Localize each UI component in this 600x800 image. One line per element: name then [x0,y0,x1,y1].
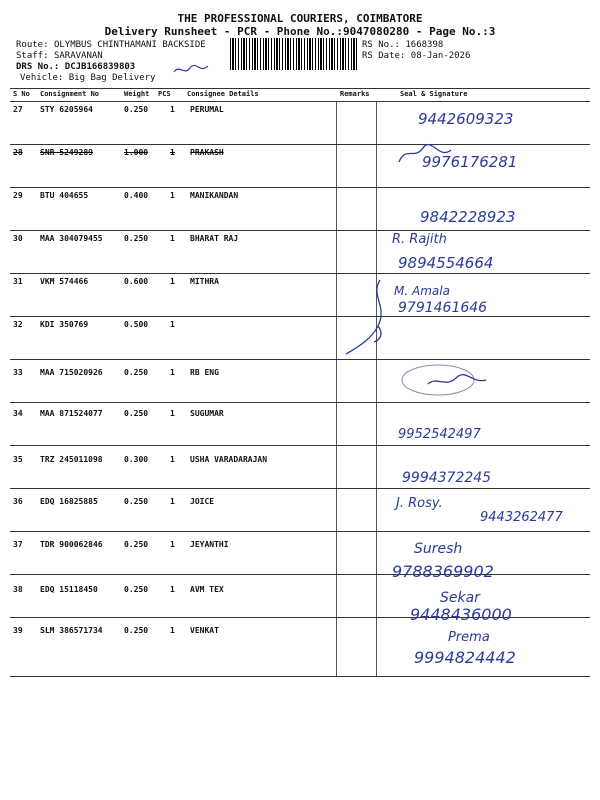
row-pcs: 1 [170,497,175,506]
route-label: Route: [16,40,49,50]
drs-line [16,62,135,72]
company-title: THE PROFESSIONAL COURIERS, COIMBATORE [177,12,423,25]
row-weight: 0.250 [124,585,149,594]
row-rule [10,316,590,317]
row-weight: 0.250 [124,497,149,506]
row-pcs: 1 [170,455,175,464]
signature-30-name: R. Rajith [392,232,447,247]
row-pcs: 1 [170,409,175,418]
row-consignment: TDR 900062846 [40,540,103,549]
row-consignment: MAA 715020926 [40,368,103,377]
row-consignee: AVM TEX [190,585,224,594]
row-consignment: TRZ 245011098 [40,455,103,464]
row-pcs: 1 [170,540,175,549]
bracket-scribble [340,276,400,361]
staff-value: SARAVANAN [53,51,103,61]
signature-37-name: Suresh [414,541,463,557]
row-consignment: VKM 574466 [40,277,89,286]
row-sno: 37 [13,540,23,549]
row-rule [10,230,590,231]
barcode [230,38,358,70]
row-weight: 1.000 [124,148,149,157]
row-weight: 0.250 [124,105,149,114]
scribble-28 [395,140,455,170]
runsheet-title: Delivery Runsheet - PCR - Phone No.:9047080280 - Page No.:3 [104,25,496,38]
row-rule [10,488,590,489]
row-sno: 33 [13,368,23,377]
row-rule [10,445,590,446]
row-weight: 0.500 [124,320,149,329]
signature-29: 9842228923 [420,208,516,226]
row-sno: 38 [13,585,23,594]
row-consignee: SUGUMAR [190,409,224,418]
row-rule [10,187,590,188]
row-consignee: VENKAT [190,626,219,635]
row-rule [10,144,590,145]
row-weight: 0.400 [124,191,149,200]
row-consignee: PRAKASH [190,148,224,157]
row-pcs: 1 [170,585,175,594]
signature-38-phone: 9448436000 [410,605,512,624]
drs-value: DCJB166839803 [64,62,136,72]
row-pcs: 1 [170,234,175,243]
vehicle-value: Big Bag Delivery [68,73,156,83]
signature-38-name: Sekar [440,590,480,606]
signature-39-name: Prema [448,630,490,645]
row-consignee: PERUMAL [190,105,224,114]
row-pcs: 1 [170,368,175,377]
stamp-seal [398,362,498,400]
row-sno: 31 [13,277,23,286]
row-rule [10,402,590,403]
signature-28: 9976176281 [422,153,518,171]
signature-37-phone: 9788369902 [392,562,494,581]
signature-27: 9442609323 [418,110,514,128]
row-pcs: 1 [170,148,175,157]
row-weight: 0.250 [124,626,149,635]
table-bottom-rule [10,676,590,677]
row-pcs: 1 [170,105,175,114]
row-sno: 27 [13,105,23,114]
col-consignee: Consignee Details [187,90,259,98]
header-bottom-rule [10,101,590,102]
signature-39-phone: 9994824442 [414,648,516,667]
signature-36-phone: 9443262477 [480,510,563,525]
row-sno: 28 [13,148,23,157]
row-rule [10,531,590,532]
table-top-rule [10,88,590,89]
drs-label: DRS No.: [16,62,60,72]
staff-label: Staff: [16,51,49,61]
row-consignment: BTU 404655 [40,191,89,200]
row-weight: 0.600 [124,277,149,286]
col-sno: S No [13,90,30,98]
rs-date-value: 08-Jan-2026 [410,51,471,61]
signature-31-name: M. Amala [394,284,450,298]
row-consignment: STY 6205964 [40,105,93,114]
row-consignment: KDI 350769 [40,320,89,329]
vehicle-label: Vehicle: [20,73,64,83]
row-sno: 30 [13,234,23,243]
rs-no-line [362,40,443,50]
scribble-mark [172,60,212,80]
signature-30-phone: 9894554664 [398,254,494,272]
col-remarks: Remarks [340,90,370,98]
row-weight: 0.250 [124,409,149,418]
rs-no-value: 1668398 [405,40,444,50]
row-consignment: SNR 5249289 [40,148,93,157]
row-sno: 36 [13,497,23,506]
row-weight: 0.250 [124,540,149,549]
row-sno: 29 [13,191,23,200]
row-consignee: BHARAT RAJ [190,234,239,243]
staff-line [16,51,103,61]
row-sno: 32 [13,320,23,329]
row-consignee: JOICE [190,497,215,506]
col-pcs: PCS [158,90,171,98]
row-pcs: 1 [170,320,175,329]
row-consignee: RB ENG [190,368,219,377]
rs-date-line [362,51,470,61]
row-sno: 39 [13,626,23,635]
row-consignment: MAA 871524077 [40,409,103,418]
row-consignment: EDQ 15118450 [40,585,98,594]
row-rule [10,359,590,360]
rs-no-label: RS No.: [362,40,400,50]
row-consignee: JEYANTHI [190,540,229,549]
row-consignee: USHA VARADARAJAN [190,455,268,464]
row-rule [10,574,590,575]
route-line [16,40,206,50]
rs-date-label: RS Date: [362,51,406,61]
signature-34: 9952542497 [398,427,481,442]
row-rule [10,273,590,274]
row-sno: 35 [13,455,23,464]
row-consignee: MITHRA [190,277,219,286]
row-consignee: MANIKANDAN [190,191,239,200]
row-weight: 0.300 [124,455,149,464]
route-value: OLYMBUS CHINTHAMANI BACKSIDE [53,40,206,50]
row-pcs: 1 [170,277,175,286]
row-pcs: 1 [170,626,175,635]
col-weight: Weight [124,90,150,98]
row-consignment: EDQ 16825885 [40,497,98,506]
signature-31-phone: 9791461646 [398,300,488,316]
row-sno: 34 [13,409,23,418]
row-weight: 0.250 [124,368,149,377]
row-pcs: 1 [170,191,175,200]
row-weight: 0.250 [124,234,149,243]
signature-36-name: J. Rosy. [396,496,443,511]
vehicle-line [20,73,155,83]
row-consignment: SLM 386571734 [40,626,103,635]
signature-35: 9994372245 [402,470,492,486]
row-consignment: MAA 304079455 [40,234,103,243]
col-seal: Seal & Signature [400,90,468,98]
col-consignment: Consignment No [40,90,100,98]
